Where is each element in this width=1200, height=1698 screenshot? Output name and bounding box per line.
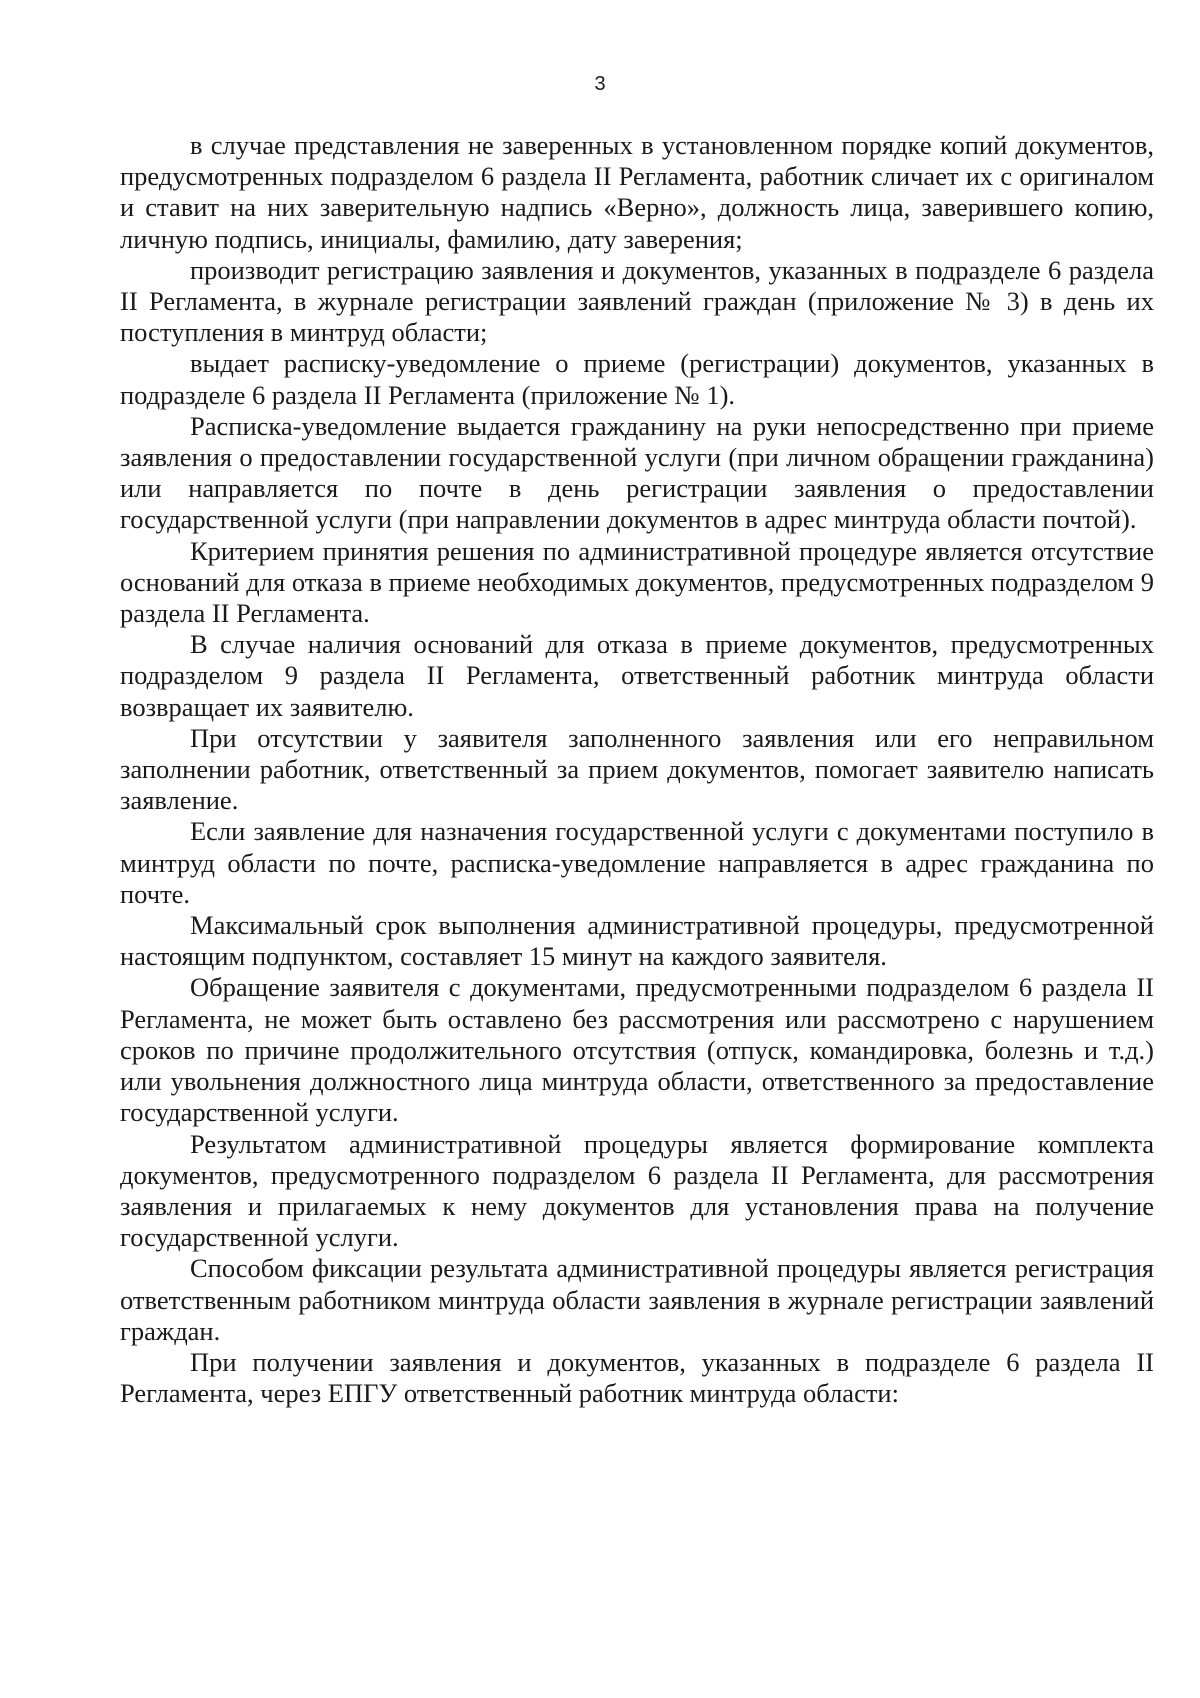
paragraph: выдает расписку-уведомление о приеме (регистрации) документов, указанных в подразделе 6 раздела II Регламента (приложение № 1). xyxy=(120,348,1154,410)
paragraph: Способом фиксации результата административной процедуры является регистрация ответственным работником минтруда области заявления в журнале регистрации заявлений граждан. xyxy=(120,1253,1154,1346)
paragraph: Результатом административной процедуры является формирование комплекта документов, предусмотренного подразделом 6 раздела II Регламента, для рассмотрения заявления и прилагаемых к нему документов для установления права на получение государственной услуги. xyxy=(120,1128,1154,1253)
paragraph: При отсутствии у заявителя заполненного заявления или его неправильном заполнении работник, ответственный за прием документов, помогает заявителю написать заявление. xyxy=(120,722,1154,816)
paragraph: В случае наличия оснований для отказа в приеме документов, предусмотренных подразделом 9 раздела II Регламента, ответственный работник минтруда области возвращает их заявителю. xyxy=(120,629,1154,722)
paragraph: в случае представления не заверенных в установленном порядке копий документов, предусмотренных подразделом 6 раздела II Регламента, работник сличает их с оригиналом и ставит на них заверительную надпись «Верно», должность лица, заверившего копию, личную подпись, инициалы, фамилию, дату заверения; xyxy=(120,130,1154,254)
page-number: 3 xyxy=(594,73,606,95)
paragraph: Максимальный срок выполнения административной процедуры, предусмотренной настоящим подпунктом, составляет 15 минут на каждого заявителя. xyxy=(120,910,1154,972)
paragraph: производит регистрацию заявления и документов, указанных в подразделе 6 раздела II Регламента, в журнале регистрации заявлений граждан (приложение № 3) в день их поступления в минтруд области; xyxy=(120,254,1154,348)
paragraph: При получении заявления и документов, указанных в подразделе 6 раздела II Регламента, через ЕПГУ ответственный работник минтруда области: xyxy=(120,1346,1154,1409)
paragraph: Расписка-уведомление выдается гражданину на руки непосредственно при приеме заявления о предоставлении государственной услуги (при личном обращении гражданина) или направляется по почте в день регистрации заявления о предоставлении государственной услуги (при направлении документов в адрес минтруда области почтой). xyxy=(120,410,1154,535)
paragraph: Если заявление для назначения государственной услуги с документами поступило в минтруд области по почте, расписка-уведомление направляется в адрес гражданина по почте. xyxy=(120,816,1154,909)
paragraph: Критерием принятия решения по административной процедуре является отсутствие оснований для отказа в приеме необходимых документов, предусмотренных подразделом 9 раздела II Регламента. xyxy=(120,535,1154,629)
paragraph: Обращение заявителя с документами, предусмотренными подразделом 6 раздела II Регламента, не может быть оставлено без рассмотрения или рассмотрено с нарушением сроков по причине продолжительного отсутствия (отпуск, командировка, болезнь и т.д.) или увольнения должностного лица минтруда области, ответственного за предоставление государственной услуги. xyxy=(120,972,1154,1128)
document-body xyxy=(120,130,1154,1409)
